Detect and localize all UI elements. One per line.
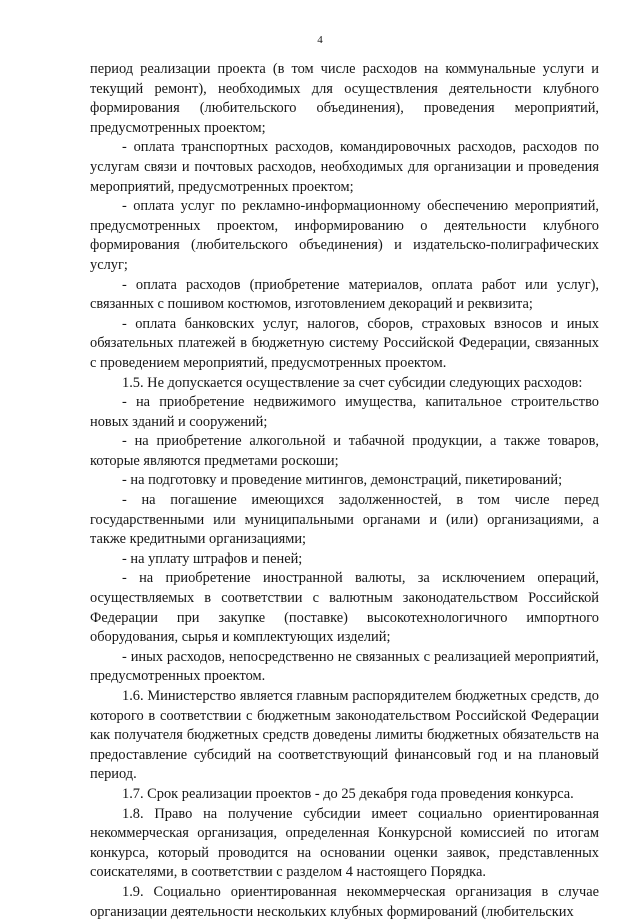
section-paragraph-1-5: 1.5. Не допускается осуществление за счет субсидии следующих расходов: bbox=[122, 374, 583, 391]
page-number: 4 bbox=[317, 34, 323, 46]
paragraph: - на уплату штрафов и пеней; bbox=[122, 550, 303, 567]
section-paragraph-1-6: 1.6. Министерство является главным распорядителем бюджетных средств, до которого в соответствии с бюджетным законодательством Российской Федерации как получателя бюджетных средств доведены лимиты бюджетных обязательств на предоставление субсидий на соответствующий финансовый год и на плановый период. bbox=[90, 688, 599, 783]
document-body bbox=[90, 60, 599, 922]
paragraph: - на подготовку и проведение митингов, демонстраций, пикетирований; bbox=[122, 472, 563, 489]
paragraph: - оплата транспортных расходов, командировочных расходов, расходов по услугам связи и почтовых расходов, необходимых для организации и проведения мероприятий, предусмотренных проектом; bbox=[90, 139, 599, 195]
paragraph: - на погашение имеющихся задолженностей, в том числе перед государственными или муниципальными органами и (или) организациями, а также кредитными организациями; bbox=[90, 492, 599, 548]
paragraph: период реализации проекта (в том числе расходов на коммунальные услуги и текущий ремонт), необходимых для осуществления деятельности клубного формирования (любительского объединения), проведения мероприятий, предусмотренных проектом; bbox=[90, 61, 599, 136]
section-paragraph-1-8: 1.8. Право на получение субсидии имеет социально ориентированная некоммерческая организация, определенная Конкурсной комиссией по итогам конкурса, который проводится на основании оценки заявок, представленных соискателями, в соответствии с разделом 4 настоящего Порядка. bbox=[90, 805, 599, 881]
paragraph: - оплата услуг по рекламно-информационному обеспечению мероприятий, предусмотренных проектом, информированию о деятельности клубного формирования (любительского объединения) и издательско-полиграфических услуг; bbox=[90, 198, 599, 273]
paragraph: - оплата расходов (приобретение материалов, оплата работ или услуг), связанных с пошивом костюмов, изготовлением декораций и реквизита; bbox=[90, 276, 599, 313]
paragraph: - иных расходов, непосредственно не связанных с реализацией мероприятий, предусмотренных проектом. bbox=[90, 648, 599, 685]
paragraph: - оплата банковских услуг, налогов, сборов, страховых взносов и иных обязательных платежей в бюджетную систему Российской Федерации, связанных с проведением мероприятий, предусмотренных проектом. bbox=[90, 315, 599, 371]
paragraph: - на приобретение иностранной валюты, за исключением операций, осуществляемых в соответствии с валютным законодательством Российской Федерации при закупке (поставке) высокотехнологичного импортного оборудования, сырья и комплектующих изделий; bbox=[90, 570, 599, 646]
section-paragraph-1-9: 1.9. Социально ориентированная некоммерческая организация в случае организации деятельности нескольких клубных формирований (любительских bbox=[90, 883, 599, 920]
paragraph: - на приобретение алкогольной и табачной продукции, а также товаров, которые являются предметами роскоши; bbox=[90, 433, 599, 469]
paragraph: - на приобретение недвижимого имущества, капитальное строительство новых зданий и сооружений; bbox=[90, 394, 599, 430]
section-paragraph-1-7: 1.7. Срок реализации проектов - до 25 декабря года проведения конкурса. bbox=[122, 785, 574, 802]
